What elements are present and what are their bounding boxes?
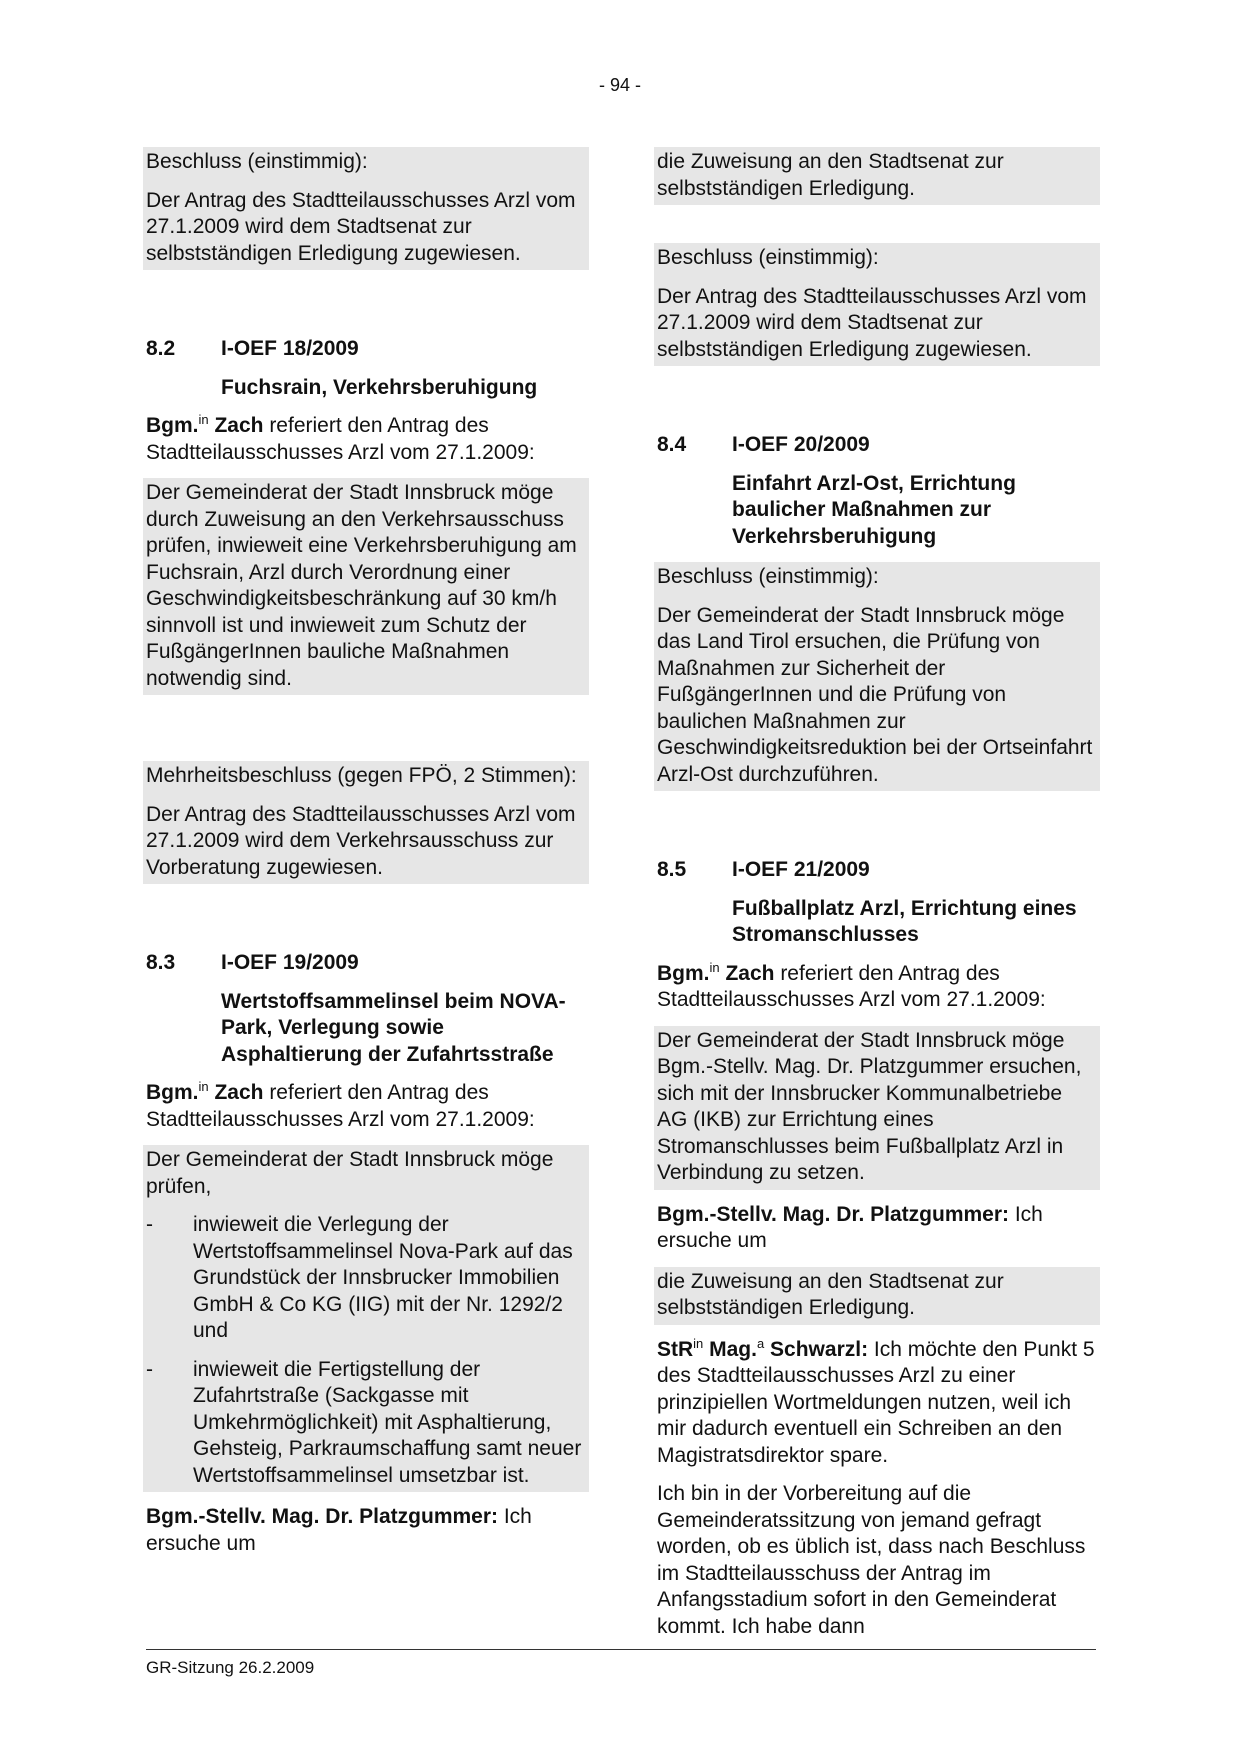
continuation-text: die Zuweisung an den Stadtsenat zur selbstständigen Erledigung. bbox=[657, 150, 1004, 200]
section-number: 8.5 bbox=[657, 858, 687, 881]
speaker-text: Ich ersuche um bbox=[146, 1505, 532, 1555]
section-number: 8.4 bbox=[657, 433, 687, 456]
right-column bbox=[657, 147, 1100, 1640]
resolution-label: Mehrheitsbeschluss (gegen FPÖ, 2 Stimmen): bbox=[146, 764, 577, 787]
motion-intro: Der Gemeinderat der Stadt Innsbruck möge prüfen, bbox=[146, 1148, 554, 1198]
speaker-paragraph bbox=[657, 1202, 1100, 1255]
speaker-paragraph bbox=[146, 413, 589, 466]
speaker-name: Zach bbox=[214, 1081, 264, 1104]
resolution-text: Der Gemeinderat der Stadt Innsbruck möge das Land Tirol ersuchen, die Prüfung von Maßnahmen zur Sicherheit der FußgängerInnen und die Prüfung von baulichen Maßnahmen zur Geschwindigkeitsreduktion bei der Ortseinfahrt Arzl-Ost durchzuführen. bbox=[657, 603, 1093, 786]
bullet-dash: - bbox=[146, 1213, 153, 1236]
section-8-5-heading bbox=[657, 857, 1100, 884]
section-8-3-title: Wertstoffsammelinsel beim NOVA-Park, Verlegung sowie Asphaltierung der Zufahrtsstraße bbox=[221, 989, 566, 1066]
section-code: I-OEF 19/2009 bbox=[221, 951, 359, 974]
speaker-mag: Mag. bbox=[703, 1337, 757, 1361]
speaker-text: referiert den Antrag des Stadtteilausschusses Arzl vom 27.1.2009: bbox=[657, 961, 1046, 1011]
resolution-text: Der Antrag des Stadtteilausschusses Arzl vom 27.1.2009 wird dem Stadtsenat zur selbstständigen Erledigung zugewiesen. bbox=[657, 284, 1087, 361]
speaker-text: referiert den Antrag des Stadtteilausschusses Arzl vom 27.1.2009: bbox=[146, 1081, 535, 1131]
resolution-text: Der Antrag des Stadtteilausschusses Arzl vom 27.1.2009 wird dem Stadtsenat zur selbstständigen Erledigung zugewiesen. bbox=[146, 188, 576, 265]
speaker-name: Bgm.-Stellv. Mag. Dr. Platzgummer: bbox=[146, 1505, 499, 1528]
resolution-block bbox=[654, 562, 1100, 791]
speaker-title: Bgm. bbox=[146, 1081, 199, 1104]
section-number: 8.3 bbox=[146, 951, 176, 974]
speaker-paragraph bbox=[657, 1337, 1100, 1470]
speaker-title-sup: in bbox=[198, 412, 209, 427]
motion-text: Der Gemeinderat der Stadt Innsbruck möge Bgm.-Stellv. Mag. Dr. Platzgummer ersuchen, sich mit der Innsbrucker Kommunalbetriebe AG (IKB) zur Errichtung eines Stromanschlusses beim Fußballplatz Arzl in Verbindung zu setzen. bbox=[657, 1028, 1082, 1184]
speaker-text: Ich möchte den Punkt 5 des Stadtteilausschusses Arzl zu einer prinzipiellen Wortmeldungen nutzen, weil ich mir dadurch eventuell ein Schreiben an den Magistratsdirektor spare. bbox=[657, 1337, 1095, 1467]
bullet-text: inwieweit die Fertigstellung der Zufahrtstraße (Sackgasse mit Umkehrmöglichkeit) mit Asphaltierung, Gehsteig, Parkraumschaffung samt neuer Wertstoffsammelinsel umsetzbar ist. bbox=[193, 1357, 582, 1487]
speaker-title-sup: in bbox=[693, 1335, 704, 1351]
section-8-3-heading bbox=[146, 950, 589, 977]
section-8-2-title: Fuchsrain, Verkehrsberuhigung bbox=[221, 375, 538, 399]
page-number: - 94 - bbox=[598, 75, 641, 95]
speaker-title: StR bbox=[657, 1337, 694, 1361]
speaker-paragraph bbox=[657, 961, 1100, 1014]
resolution-label: Beschluss (einstimmig): bbox=[657, 565, 879, 588]
resolution-text: Der Antrag des Stadtteilausschusses Arzl vom 27.1.2009 wird dem Verkehrsausschuss zur Vorberatung zugewiesen. bbox=[146, 802, 576, 879]
section-code: I-OEF 18/2009 bbox=[221, 337, 359, 360]
section-code: I-OEF 21/2009 bbox=[732, 858, 870, 881]
speaker-name: Schwarzl: bbox=[764, 1337, 869, 1361]
motion-block bbox=[143, 478, 589, 695]
speaker-title-sup: in bbox=[198, 1079, 209, 1094]
footer: GR-Sitzung 26.2.2009 bbox=[146, 1658, 315, 1677]
continuation-block bbox=[654, 147, 1100, 205]
resolution-label: Beschluss (einstimmig): bbox=[657, 246, 879, 269]
motion-text: Der Gemeinderat der Stadt Innsbruck möge durch Zuweisung an den Verkehrsausschuss prüfen, inwieweit eine Verkehrsberuhigung am Fuchsrain, Arzl durch Verordnung einer Geschwindigkeitsbeschränkung auf 30 km/h sinnvoll ist und inwieweit zum Schutz der FußgängerInnen bauliche Maßnahmen notwendig sind. bbox=[146, 481, 577, 690]
speaker-name: Zach bbox=[725, 961, 775, 985]
section-8-2-heading bbox=[146, 336, 589, 363]
speaker-title: Bgm. bbox=[657, 961, 710, 985]
speaker-name: Bgm.-Stellv. Mag. Dr. Platzgummer: bbox=[657, 1202, 1010, 1226]
footer-divider bbox=[146, 1649, 1096, 1650]
speaker-title-sup: in bbox=[709, 959, 720, 975]
speaker-text: referiert den Antrag des Stadtteilausschusses Arzl vom 27.1.2009: bbox=[146, 414, 535, 464]
section-8-4-heading bbox=[657, 432, 1100, 459]
continuation-text: die Zuweisung an den Stadtsenat zur selbstständigen Erledigung. bbox=[657, 1269, 1004, 1319]
speaker-paragraph bbox=[146, 1080, 589, 1133]
section-code: I-OEF 20/2009 bbox=[732, 433, 870, 456]
motion-bullet bbox=[146, 1357, 586, 1490]
resolution-label: Beschluss (einstimmig): bbox=[146, 150, 368, 173]
motion-block bbox=[143, 1145, 589, 1492]
speaker-title: Bgm. bbox=[146, 414, 199, 437]
left-column bbox=[146, 147, 589, 1557]
section-number: 8.2 bbox=[146, 337, 176, 360]
speaker-name: Zach bbox=[214, 414, 264, 437]
speaker-text: Ich ersuche um bbox=[657, 1202, 1043, 1252]
paragraph: Ich bin in der Vorbereitung auf die Gemeinderatssitzung von jemand gefragt worden, ob es üblich ist, dass nach Beschluss im Stadtteilausschuss der Antrag im Anfangsstadium sofort in den Gemeinderat kommt. Ich habe dann bbox=[657, 1482, 1086, 1638]
continuation-block bbox=[654, 1267, 1100, 1325]
resolution-block bbox=[143, 147, 589, 270]
bullet-dash: - bbox=[146, 1357, 153, 1381]
speaker-mag-sup: a bbox=[756, 1335, 765, 1351]
motion-bullet bbox=[146, 1212, 586, 1345]
speaker-paragraph bbox=[146, 1504, 589, 1557]
resolution-block bbox=[654, 243, 1100, 366]
section-8-5-title: Fußballplatz Arzl, Errichtung eines Stromanschlusses bbox=[732, 896, 1077, 946]
resolution-block bbox=[143, 761, 589, 884]
motion-block bbox=[654, 1026, 1100, 1190]
bullet-text: inwieweit die Verlegung der Wertstoffsammelinsel Nova-Park auf das Grundstück der Innsbrucker Immobilien GmbH & Co KG (IIG) mit der Nr. 1292/2 und bbox=[193, 1213, 573, 1342]
section-8-4-title: Einfahrt Arzl-Ost, Errichtung baulicher Maßnahmen zur Verkehrsberuhigung bbox=[732, 471, 1016, 548]
